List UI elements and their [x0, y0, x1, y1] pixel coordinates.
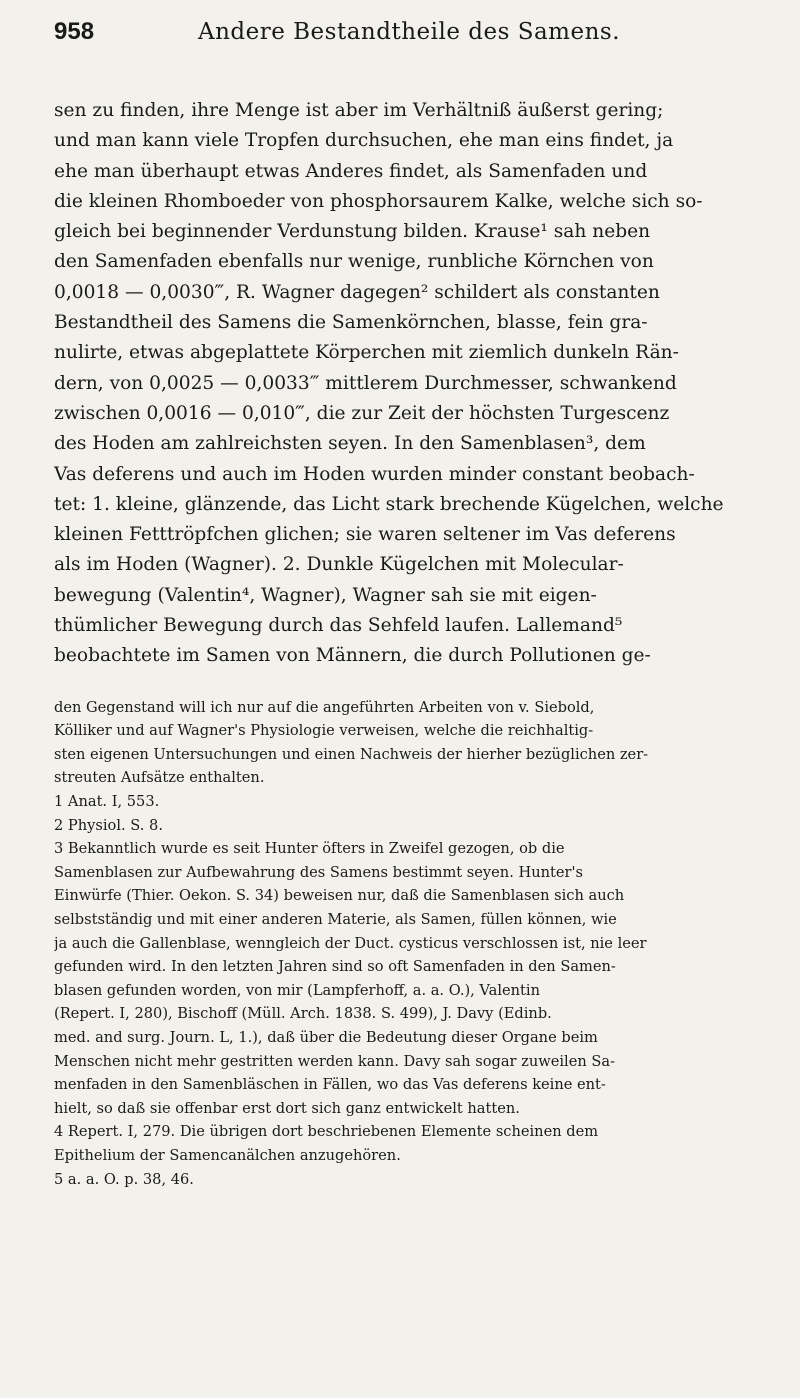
- text-line: die kleinen Rhomboeder von phosphorsaurem Kalke, welche sich so-: [54, 190, 703, 212]
- footnote-line: ja auch die Gallenblase, wenngleich der Duct. cysticus verschlossen ist, nie leer: [54, 934, 647, 952]
- footnote-line: sten eigenen Untersuchungen und einen Nachweis der hierher bezüglichen zer-: [54, 745, 649, 763]
- footnote-line: Menschen nicht mehr gestritten werden kann. Davy sah sogar zuweilen Sa-: [54, 1052, 616, 1070]
- text-line: beobachtete im Samen von Männern, die durch Pollutionen ge-: [54, 645, 651, 667]
- footnote-line: 1 Anat. I, 553.: [54, 793, 160, 811]
- page-header: [54, 18, 764, 76]
- text-line: und man kann viele Tropfen durchsuchen, ehe man eins findet, ja: [54, 130, 674, 152]
- text-line: sen zu finden, ihre Menge ist aber im Verhältniß äußerst gering;: [54, 100, 664, 121]
- text-line: nulirte, etwas abgeplattete Körperchen mit ziemlich dunkeln Rän-: [54, 342, 679, 364]
- page-number: 958: [54, 18, 95, 45]
- footnote-line: Epithelium der Samencanälchen anzugehören.: [54, 1146, 401, 1164]
- footnotes: [54, 696, 764, 1191]
- footnote-line: 2 Physiol. S. 8.: [54, 816, 163, 834]
- main-text: [54, 96, 764, 672]
- footnote-line: selbstständig und mit einer anderen Materie, als Samen, füllen können, wie: [54, 910, 617, 928]
- text-line: gleich bei beginnender Verdunstung bilden. Krause¹ sah neben: [54, 221, 651, 243]
- footnote-line: 3 Bekanntlich wurde es seit Hunter öfters in Zweifel gezogen, ob die: [54, 840, 565, 858]
- footnote-line: 5 a. a. O. p. 38, 46.: [54, 1170, 194, 1188]
- text-line: des Hoden am zahlreichsten seyen. In den Samenblasen³, dem: [54, 433, 646, 455]
- footnote-line: den Gegenstand will ich nur auf die angeführten Arbeiten von v. Siebold,: [54, 698, 595, 716]
- footnote-line: med. and surg. Journ. L, 1.), daß über die Bedeutung dieser Organe beim: [54, 1028, 598, 1046]
- text-line: Bestandtheil des Samens die Samenkörnchen, blasse, fein gra-: [54, 312, 648, 334]
- text-line: 0,0018 — 0,0030‴, R. Wagner dagegen² schildert als constanten: [54, 281, 660, 303]
- footnote-line: hielt, so daß sie offenbar erst dort sich ganz entwickelt hatten.: [54, 1099, 520, 1117]
- footnote-line: Kölliker und auf Wagner's Physiologie verweisen, welche die reichhaltig-: [54, 722, 594, 740]
- text-line: kleinen Fetttröpfchen glichen; sie waren seltener im Vas deferens: [54, 524, 676, 546]
- text-line: Vas deferens und auch im Hoden wurden minder constant beobach-: [54, 463, 695, 485]
- text-line: tet: 1. kleine, glänzende, das Licht stark brechende Kügelchen, welche: [54, 493, 724, 515]
- footnote-line: gefunden wird. In den letzten Jahren sind so oft Samenfaden in den Samen-: [54, 958, 616, 976]
- text-line: zwischen 0,0016 — 0,010‴, die zur Zeit der höchsten Turgescenz: [54, 402, 670, 424]
- text-line: bewegung (Valentin⁴, Wagner), Wagner sah sie mit eigen-: [54, 584, 597, 606]
- running-title: Andere Bestandtheile des Samens.: [197, 19, 621, 45]
- footnote-line: blasen gefunden worden, von mir (Lampferhoff, a. a. O.), Valentin: [54, 981, 540, 999]
- footnote-line: menfaden in den Samenbläschen in Fällen, wo das Vas deferens keine ent-: [54, 1076, 606, 1094]
- text-line: thümlicher Bewegung durch das Sehfeld laufen. Lallemand⁵: [54, 615, 623, 637]
- text-line: den Samenfaden ebenfalls nur wenige, runbliche Körnchen von: [54, 251, 654, 273]
- footnote-line: streuten Aufsätze enthalten.: [54, 769, 265, 787]
- footnote-line: 4 Repert. I, 279. Die übrigen dort beschriebenen Elemente scheinen dem: [54, 1123, 599, 1141]
- text-line: ehe man überhaupt etwas Anderes findet, als Samenfaden und: [54, 160, 648, 182]
- text-line: dern, von 0,0025 — 0,0033‴ mittlerem Durchmesser, schwankend: [54, 372, 677, 394]
- footnote-line: Einwürfe (Thier. Oekon. S. 34) beweisen nur, daß die Samenblasen sich auch: [54, 887, 625, 905]
- footnote-line: (Repert. I, 280), Bischoff (Müll. Arch. 1838. S. 499), J. Davy (Edinb.: [54, 1005, 552, 1023]
- text-line: als im Hoden (Wagner). 2. Dunkle Kügelchen mit Molecular-: [54, 554, 624, 576]
- footnote-line: Samenblasen zur Aufbewahrung des Samens bestimmt seyen. Hunter's: [54, 863, 583, 881]
